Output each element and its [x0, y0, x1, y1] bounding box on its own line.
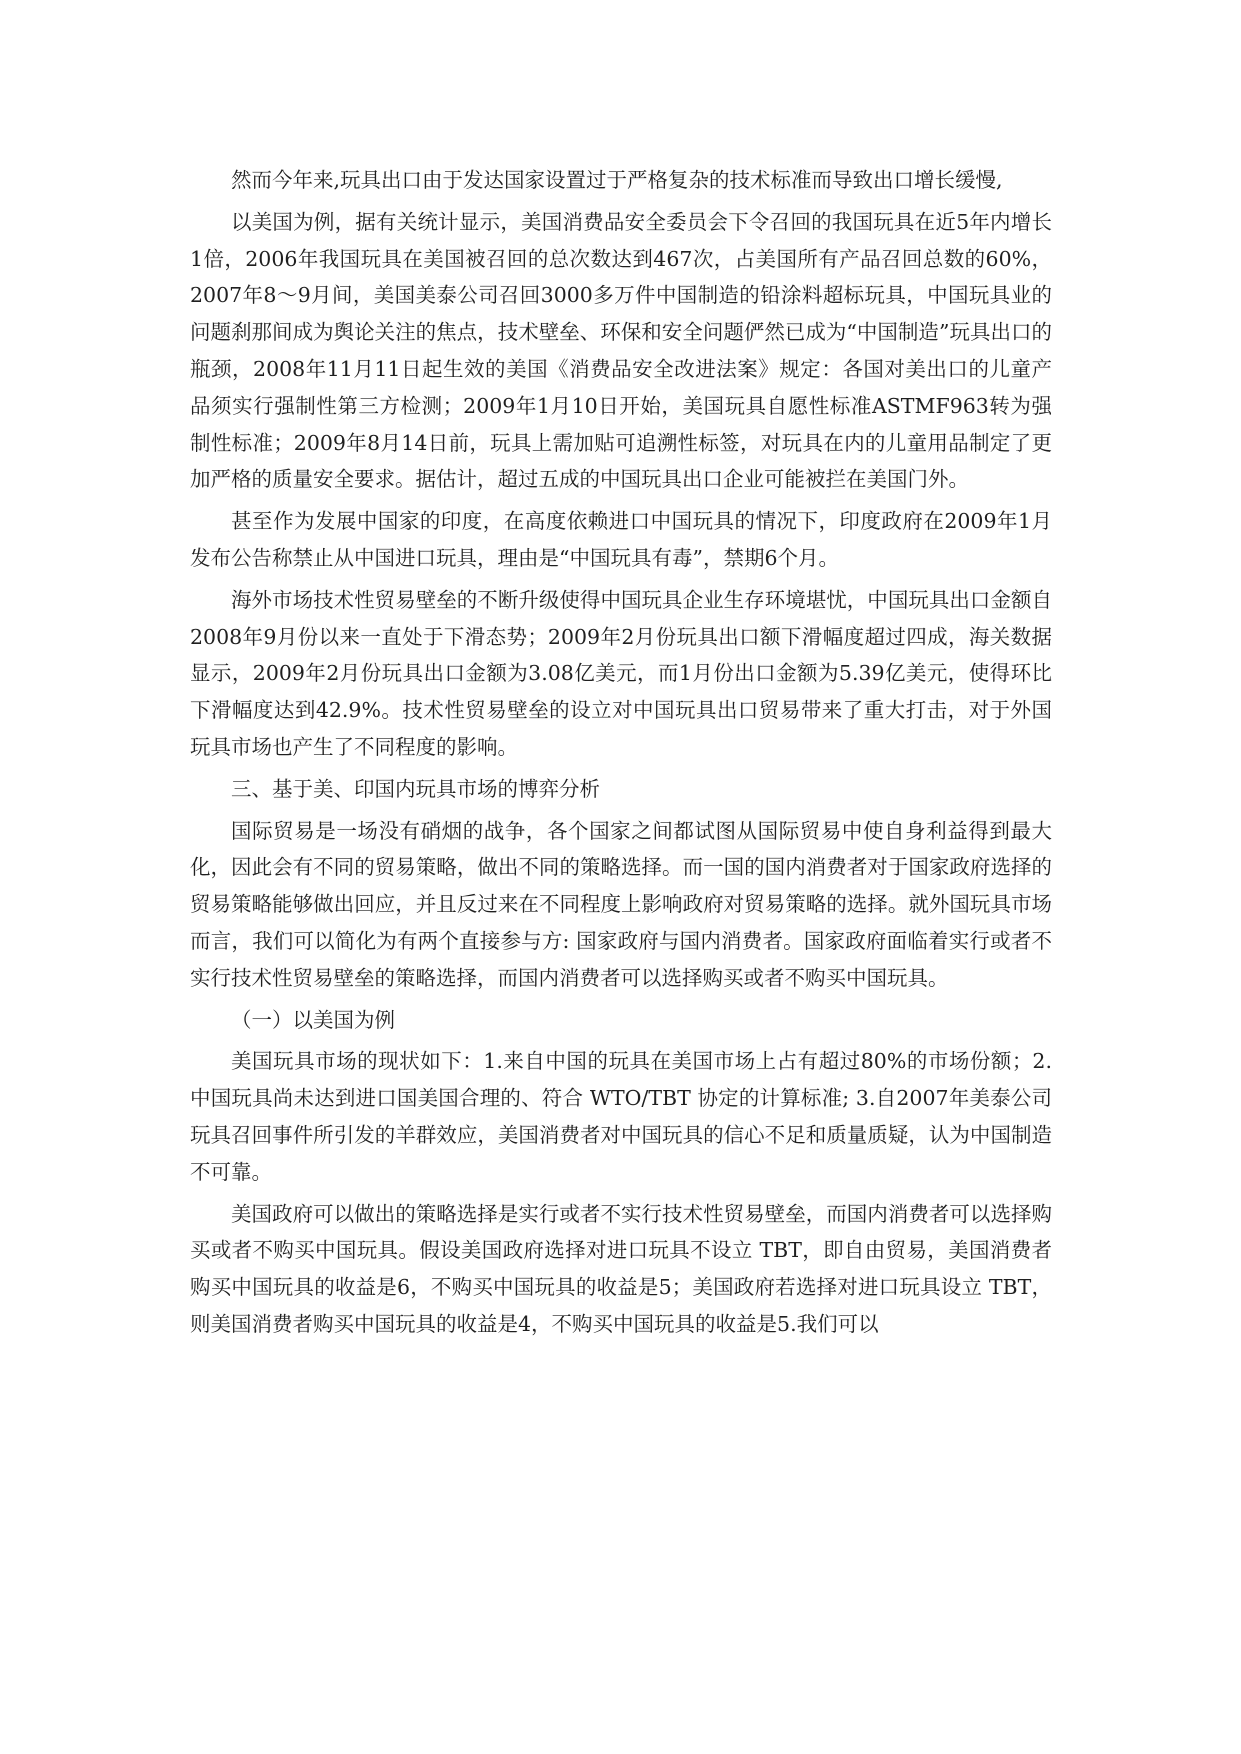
paragraph-us-market-status: 美国玩具市场的现状如下：1.来自中国的玩具在美国市场上占有超过80%的市场份额；2.中国玩具尚未达到进口国美国合理的、符合 WTO/TBT 协定的计算标准; 3.自2007年美泰公司玩具召回事件所引发的羊群效应，美国消费者对中国玩具的信心不足和质量质疑，认为中国制造不可靠。	[190, 1049, 1052, 1184]
paragraph-export-decline: 海外市场技术性贸易壁垒的不断升级使得中国玩具企业生存环境堪忧，中国玩具出口金额自2008年9月份以来一直处于下滑态势；2009年2月份玩具出口额下滑幅度超过四成，海关数据显示，2009年2月份玩具出口金额为3.08亿美元，而1月份出口金额为5.39亿美元，使得环比下滑幅度达到42.9%。技术性贸易壁垒的设立对中国玩具出口贸易带来了重大打击，对于外国玩具市场也产生了不同程度的影响。	[190, 587, 1052, 759]
subsection-heading: （一）以美国为例	[231, 1007, 395, 1032]
document-body	[190, 162, 1052, 1348]
section-heading: 三、基于美、印国内玩具市场的博弈分析	[231, 776, 600, 801]
paragraph-india-ban: 甚至作为发展中国家的印度，在高度依赖进口中国玩具的情况下，印度政府在2009年1月发布公告称禁止从中国进口玩具，理由是“中国玩具有毒”，禁期6个月。	[190, 509, 1052, 570]
paragraph-usa-recalls: 以美国为例，据有关统计显示，美国消费品安全委员会下令召回的我国玩具在近5年内增长1倍，2006年我国玩具在美国被召回的总次数达到467次，占美国所有产品召回总数的60%， 2007年8～9月间，美国美泰公司召回3000多万件中国制造的铅涂料超标玩具，中国玩具业的问题刹那间成为舆论关注的焦点，技术壁垒、环保和安全问题俨然已成为“中国制造”玩具出口的瓶颈，2008年11月11日起生效的美国《消费品安全改进法案》规定：各国对美出口的儿童产品须实行强制性第三方检测；2009年1月10日开始，美国玩具自愿性标准ASTMF963转为强制性标准；2009年8月14日前，玩具上需加贴可追溯性标签，对玩具在内的儿童用品制定了更加严格的质量安全要求。据估计，超过五成的中国玩具出口企业可能被拦在美国门外。	[190, 209, 1052, 492]
paragraph-us-strategy: 美国政府可以做出的策略选择是实行或者不实行技术性贸易壁垒，而国内消费者可以选择购买或者不购买中国玩具。假设美国政府选择对进口玩具不设立 TBT，即自由贸易，美国消费者购买中国玩具的收益是6，不购买中国玩具的收益是5；美国政府若选择对进口玩具设立 TBT，则美国消费者购买中国玩具的收益是4，不购买中国玩具的收益是5.我们可以	[190, 1201, 1052, 1336]
paragraph-export-slowdown: 然而今年来,玩具出口由于发达国家设置过于严格复杂的技术标准而导致出口增长缓慢,	[231, 168, 1003, 192]
paragraph-game-analysis: 国际贸易是一场没有硝烟的战争，各个国家之间都试图从国际贸易中使自身利益得到最大化，因此会有不同的贸易策略，做出不同的策略选择。而一国的国内消费者对于国家政府选择的贸易策略能够做出回应，并且反过来在不同程度上影响政府对贸易策略的选择。就外国玩具市场而言，我们可以简化为有两个直接参与方: 国家政府与国内消费者。国家政府面临着实行或者不实行技术性贸易壁垒的策略选择，而国内消费者可以选择购买或者不购买中国玩具。	[190, 818, 1052, 990]
